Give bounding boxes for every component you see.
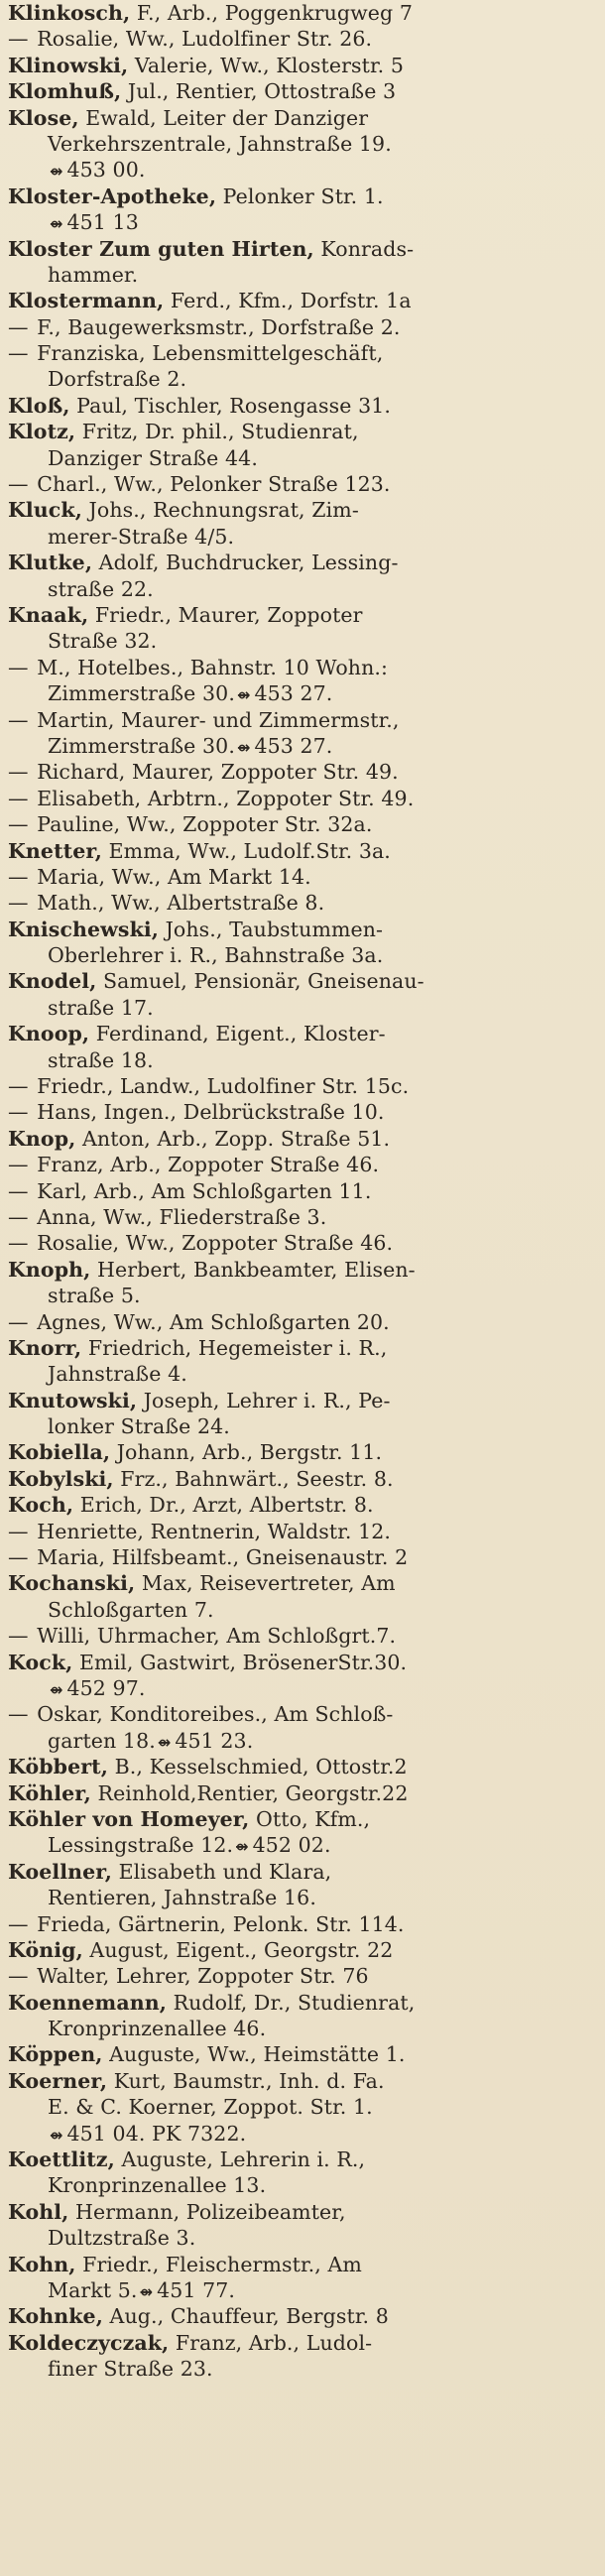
- entry-details: Kurt, Baumstr., Inh. d. Fa.: [107, 2068, 385, 2093]
- entry-details: Dorfstraße 2.: [48, 367, 187, 392]
- dash-marker: —: [8, 1074, 36, 1099]
- entry-sub-line: [8, 1099, 597, 1125]
- entry-sub-line: [8, 1073, 597, 1099]
- entry-details: Friedr., Fleischermstr., Am: [75, 2252, 362, 2276]
- surname: Koennemann,: [8, 1990, 167, 2015]
- surname: Klinkosch,: [8, 1, 131, 25]
- entry-details: Ferd., Kfm., Dorfstr. 1a: [164, 289, 412, 313]
- entry-heading-line: [8, 550, 597, 575]
- dash-marker: —: [8, 707, 36, 732]
- entry-sub-line: [8, 864, 597, 890]
- entry-heading-line: [8, 393, 597, 419]
- entry-details: Rentieren, Jahnstraße 16.: [48, 1886, 316, 1910]
- entry-continuation-line: [8, 2356, 597, 2382]
- entry-heading-line: [8, 1780, 597, 1806]
- entry-heading-line: [8, 53, 597, 78]
- surname: Kloß,: [8, 393, 70, 418]
- entry-continuation-line: [8, 1675, 597, 1701]
- entry-details: straße 22.: [48, 576, 154, 601]
- entry-continuation-line: [8, 2121, 597, 2147]
- entry-details-after: PK 7322.: [145, 2121, 247, 2146]
- entry-details: Lessingstraße 12.: [48, 1833, 234, 1858]
- entry-details: Hermann, Polizeibeamter,: [68, 2199, 346, 2224]
- entry-heading-line: [8, 602, 597, 628]
- dash-marker: —: [8, 472, 36, 497]
- entry-sub-line: [8, 759, 597, 785]
- surname: Knutowski,: [8, 1388, 138, 1412]
- entry-continuation-line: [8, 733, 597, 759]
- dash-marker: —: [8, 1624, 36, 1649]
- entry-continuation-line: [8, 1283, 597, 1308]
- telephone-icon: ⇴: [139, 2281, 154, 2301]
- surname: Kloster-Apotheke,: [8, 184, 217, 208]
- phone-number: 451 23.: [175, 1728, 254, 1753]
- entry-details: Jul., Rentier, Ottostraße 3: [121, 79, 397, 104]
- entry-continuation-line: [8, 1728, 597, 1754]
- entry-continuation-line: [8, 2172, 597, 2198]
- entry-sub-line: [8, 1911, 597, 1937]
- dash-marker: —: [8, 27, 36, 52]
- entry-details: Maria, Hilfsbeamt., Gneisenaustr. 2: [37, 1545, 409, 1570]
- entry-details: Charl., Ww., Pelonker Straße 123.: [37, 472, 391, 497]
- entry-details: straße 17.: [48, 995, 154, 1020]
- entry-details: Franz, Arb., Ludol-: [169, 2330, 373, 2355]
- dash-marker: —: [8, 864, 36, 889]
- entry-continuation-line: [8, 524, 597, 550]
- entry-continuation-line: [8, 1832, 597, 1858]
- phone-number: 452 97.: [66, 1676, 146, 1700]
- telephone-icon: ⇴: [50, 1680, 63, 1699]
- entry-details: Friedr., Landw., Ludolfiner Str. 15c.: [37, 1074, 410, 1099]
- entry-continuation-line: [8, 131, 597, 157]
- entry-heading-line: [8, 968, 597, 994]
- dash-marker: —: [8, 812, 36, 837]
- entry-details: Emma, Ww., Ludolf.Str. 3a.: [102, 838, 391, 863]
- entry-details: Martin, Maurer- und Zimmermstr.,: [37, 707, 400, 732]
- entry-continuation-line: [8, 1413, 597, 1439]
- surname: Koellner,: [8, 1859, 112, 1884]
- entry-sub-line: [8, 1544, 597, 1570]
- dash-marker: —: [8, 1911, 36, 1936]
- entry-details: Fritz, Dr. phil., Studienrat,: [75, 420, 359, 444]
- surname: Klotz,: [8, 420, 76, 444]
- surname: Kohl,: [8, 2199, 69, 2224]
- entry-heading-line: [8, 2199, 597, 2225]
- dash-marker: —: [8, 1964, 36, 1989]
- surname: Köhler von Homeyer,: [8, 1806, 250, 1831]
- surname: Kohnke,: [8, 2304, 103, 2329]
- entry-details: Samuel, Pensionär, Gneisenau-: [96, 969, 424, 994]
- entry-sub-line: [8, 890, 597, 916]
- entry-details: Konrads-: [313, 236, 415, 261]
- entry-details: Elisabeth und Klara,: [111, 1859, 332, 1884]
- entry-details: Valerie, Ww., Klosterstr. 5: [128, 53, 404, 77]
- entry-details: Ewald, Leiter der Danziger: [78, 105, 369, 130]
- surname: Klomhuß,: [8, 79, 122, 104]
- telephone-icon: ⇴: [235, 1837, 249, 1857]
- surname: Koch,: [8, 1493, 74, 1518]
- entry-details: Joseph, Lehrer i. R., Pe-: [137, 1388, 391, 1412]
- entry-heading-line: [8, 0, 597, 26]
- entry-heading-line: [8, 1335, 597, 1361]
- entry-sub-line: [8, 811, 597, 837]
- entry-details: Frieda, Gärtnerin, Pelonk. Str. 114.: [37, 1911, 405, 1936]
- entry-heading-line: [8, 2252, 597, 2277]
- entry-details: Jahnstraße 4.: [48, 1362, 187, 1387]
- entry-continuation-line: [8, 209, 597, 235]
- entry-heading-line: [8, 1021, 597, 1046]
- entry-details: Straße 32.: [48, 629, 158, 654]
- surname: Knodel,: [8, 969, 97, 994]
- directory-entries: [8, 0, 597, 2383]
- entry-heading-line: [8, 1754, 597, 1779]
- entry-heading-line: [8, 105, 597, 131]
- telephone-icon: ⇴: [236, 737, 251, 757]
- phone-number: 453 27.: [254, 733, 333, 758]
- entry-continuation-line: [8, 576, 597, 602]
- surname: Koettlitz,: [8, 2147, 115, 2172]
- dash-marker: —: [8, 1519, 36, 1543]
- entry-heading-line: [8, 1859, 597, 1885]
- dash-marker: —: [8, 1204, 36, 1229]
- entry-details: Johann, Arb., Bergstr. 11.: [110, 1440, 383, 1465]
- entry-details: Verkehrszentrale, Jahnstraße 19.: [48, 131, 392, 156]
- dash-marker: —: [8, 1309, 36, 1334]
- surname: Koldeczyczak,: [8, 2330, 170, 2355]
- entry-details: Kronprinzenallee 46.: [48, 2017, 267, 2041]
- entry-sub-line: [8, 26, 597, 52]
- entry-continuation-line: [8, 680, 597, 706]
- surname: Kock,: [8, 1650, 73, 1674]
- entry-sub-line: [8, 1701, 597, 1727]
- entry-heading-line: [8, 2041, 597, 2067]
- entry-details: Hans, Ingen., Delbrückstraße 10.: [37, 1100, 385, 1125]
- entry-details: Zimmerstraße 30.: [48, 733, 235, 758]
- dash-marker: —: [8, 1231, 36, 1256]
- entry-heading-line: [8, 1466, 597, 1492]
- entry-continuation-line: [8, 628, 597, 654]
- entry-details: Kronprinzenallee 13.: [48, 2173, 267, 2198]
- phone-number: 451 77.: [157, 2277, 236, 2302]
- dash-marker: —: [8, 314, 36, 339]
- entry-details: F., Arb., Poggenkrugweg 7: [130, 1, 414, 25]
- entry-details: Rosalie, Ww., Zoppoter Straße 46.: [37, 1231, 394, 1256]
- entry-details: Anna, Ww., Fliederstraße 3.: [37, 1204, 327, 1229]
- entry-details: Reinhold,Rentier, Georgstr.22: [90, 1780, 409, 1805]
- entry-continuation-line: [8, 1361, 597, 1387]
- entry-details: garten 18.: [48, 1728, 156, 1753]
- entry-sub-line: [8, 655, 597, 680]
- entry-continuation-line: [8, 157, 597, 183]
- surname: Kohn,: [8, 2252, 76, 2276]
- entry-continuation-line: [8, 2225, 597, 2251]
- entry-heading-line: [8, 184, 597, 209]
- entry-sub-line: [8, 1963, 597, 1989]
- entry-continuation-line: [8, 1885, 597, 1910]
- entry-sub-line: [8, 1204, 597, 1230]
- surname: Köbbert,: [8, 1755, 108, 1779]
- entry-details: Rudolf, Dr., Studienrat,: [166, 1990, 416, 2015]
- surname: Köhler,: [8, 1780, 91, 1805]
- entry-heading-line: [8, 1990, 597, 2016]
- telephone-icon: ⇴: [50, 2125, 63, 2145]
- telephone-icon: ⇴: [50, 214, 63, 234]
- entry-sub-line: [8, 707, 597, 733]
- entry-details: Zimmerstraße 30.: [48, 681, 235, 706]
- entry-sub-line: [8, 786, 597, 811]
- entry-details: Herbert, Bankbeamter, Elisen-: [90, 1257, 416, 1282]
- entry-details: Johs., Rechnungsrat, Zim-: [81, 498, 359, 523]
- surname: Kobiella,: [8, 1440, 111, 1465]
- entry-sub-line: [8, 1152, 597, 1177]
- entry-details: Erich, Dr., Arzt, Albertstr. 8.: [73, 1493, 374, 1518]
- entry-details: Rosalie, Ww., Ludolfiner Str. 26.: [37, 27, 373, 52]
- entry-sub-line: [8, 1623, 597, 1649]
- entry-details: Aug., Chauffeur, Bergstr. 8: [102, 2304, 389, 2329]
- entry-details: Schloßgarten 7.: [48, 1597, 214, 1622]
- entry-heading-line: [8, 2330, 597, 2356]
- surname: Klostermann,: [8, 289, 165, 313]
- surname: Knischewski,: [8, 917, 159, 941]
- entry-details: M., Hotelbes., Bahnstr. 10 Wohn.:: [37, 655, 389, 679]
- entry-heading-line: [8, 1492, 597, 1518]
- entry-details: Friedr., Maurer, Zoppoter: [88, 602, 363, 627]
- entry-details: Otto, Kfm.,: [249, 1806, 371, 1831]
- dash-marker: —: [8, 1153, 36, 1177]
- entry-continuation-line: [8, 1597, 597, 1623]
- surname: Klinowski,: [8, 53, 129, 77]
- surname: Knorr,: [8, 1335, 82, 1360]
- dash-marker: —: [8, 1178, 36, 1203]
- entry-details: Henriette, Rentnerin, Waldstr. 12.: [37, 1519, 392, 1543]
- entry-heading-line: [8, 1937, 597, 1963]
- entry-continuation-line: [8, 366, 597, 392]
- phone-number: 451 13: [66, 210, 139, 235]
- entry-details: Willi, Uhrmacher, Am Schloßgrt.7.: [37, 1624, 397, 1649]
- entry-details: F., Baugewerksmstr., Dorfstraße 2.: [37, 314, 401, 339]
- entry-details: Agnes, Ww., Am Schloßgarten 20.: [37, 1309, 390, 1334]
- entry-details: merer-Straße 4/5.: [48, 524, 235, 549]
- surname: Knop,: [8, 1126, 76, 1151]
- entry-details: Walter, Lehrer, Zoppoter Str. 76: [37, 1964, 369, 1989]
- entry-details: hammer.: [48, 262, 139, 287]
- phone-number: 452 02.: [252, 1833, 331, 1858]
- entry-heading-line: [8, 1388, 597, 1413]
- entry-heading-line: [8, 1439, 597, 1465]
- entry-details: lonker Straße 24.: [48, 1414, 230, 1439]
- entry-continuation-line: [8, 445, 597, 471]
- entry-continuation-line: [8, 2016, 597, 2041]
- entry-details: Franziska, Lebensmittelgeschäft,: [37, 341, 384, 366]
- surname: Knoph,: [8, 1257, 91, 1282]
- surname: Klutke,: [8, 551, 93, 575]
- phone-number: 451 04.: [66, 2121, 146, 2146]
- dash-marker: —: [8, 891, 36, 916]
- surname: Köppen,: [8, 2042, 103, 2067]
- entry-heading-line: [8, 497, 597, 523]
- entry-continuation-line: [8, 1047, 597, 1073]
- entry-heading-line: [8, 1257, 597, 1283]
- entry-details: Frz., Bahnwärt., Seestr. 8.: [113, 1466, 394, 1491]
- entry-continuation-line: [8, 2277, 597, 2303]
- surname: Koerner,: [8, 2068, 108, 2093]
- entry-sub-line: [8, 1519, 597, 1544]
- entry-details: Dultzstraße 3.: [48, 2226, 196, 2251]
- entry-details: Ferdinand, Eigent., Kloster-: [89, 1022, 386, 1046]
- entry-details: Adolf, Buchdrucker, Lessing-: [92, 551, 399, 575]
- telephone-icon: ⇴: [50, 162, 63, 182]
- dash-marker: —: [8, 655, 36, 679]
- phone-number: 453 27.: [254, 681, 333, 706]
- entry-sub-line: [8, 471, 597, 497]
- entry-details: Karl, Arb., Am Schloßgarten 11.: [37, 1178, 372, 1203]
- surname: König,: [8, 1937, 83, 1962]
- entry-details: Johs., Taubstummen-: [159, 917, 384, 941]
- entry-details: Paul, Tischler, Rosengasse 31.: [69, 393, 391, 418]
- entry-details: Max, Reisevertreter, Am: [135, 1571, 396, 1596]
- entry-heading-line: [8, 2147, 597, 2172]
- entry-details: Pelonker Str. 1.: [216, 184, 384, 208]
- dash-marker: —: [8, 1100, 36, 1125]
- entry-sub-line: [8, 1309, 597, 1335]
- entry-details: Friedrich, Hegemeister i. R.,: [81, 1335, 388, 1360]
- entry-continuation-line: [8, 995, 597, 1021]
- surname: Knaak,: [8, 602, 89, 627]
- dash-marker: —: [8, 1545, 36, 1570]
- entry-details: straße 18.: [48, 1047, 154, 1072]
- entry-details: B., Kesselschmied, Ottostr.2: [107, 1755, 408, 1779]
- dash-marker: —: [8, 1702, 36, 1727]
- surname: Kobylski,: [8, 1466, 114, 1491]
- entry-details: straße 5.: [48, 1284, 141, 1308]
- entry-details: Pauline, Ww., Zoppoter Str. 32a.: [37, 812, 373, 837]
- dash-marker: —: [8, 786, 36, 810]
- phone-number: 453 00.: [66, 158, 146, 183]
- entry-continuation-line: [8, 942, 597, 968]
- entry-details: Auguste, Lehrerin i. R.,: [114, 2147, 366, 2172]
- entry-details: Elisabeth, Arbtrn., Zoppoter Str. 49.: [37, 786, 415, 810]
- entry-sub-line: [8, 1178, 597, 1204]
- entry-heading-line: [8, 288, 597, 313]
- entry-sub-line: [8, 1230, 597, 1256]
- entry-heading-line: [8, 1570, 597, 1596]
- entry-heading-line: [8, 838, 597, 864]
- entry-heading-line: [8, 1650, 597, 1675]
- entry-heading-line: [8, 1806, 597, 1832]
- entry-details: Maria, Ww., Am Markt 14.: [37, 864, 311, 889]
- telephone-icon: ⇴: [157, 1732, 172, 1752]
- entry-details: Richard, Maurer, Zoppoter Str. 49.: [37, 760, 399, 785]
- entry-details: finer Straße 23.: [48, 2357, 213, 2382]
- entry-sub-line: [8, 340, 597, 366]
- surname: Knetter,: [8, 838, 102, 863]
- entry-details: E. & C. Koerner, Zoppot. Str. 1.: [48, 2095, 373, 2120]
- entry-details: August, Eigent., Georgstr. 22: [82, 1937, 394, 1962]
- entry-details: Math., Ww., Albertstraße 8.: [37, 891, 325, 916]
- dash-marker: —: [8, 760, 36, 785]
- dash-marker: —: [8, 341, 36, 366]
- entry-details: Anton, Arb., Zopp. Straße 51.: [75, 1126, 391, 1151]
- surname: Kochanski,: [8, 1571, 136, 1596]
- entry-heading-line: [8, 78, 597, 104]
- entry-heading-line: [8, 419, 597, 444]
- entry-heading-line: [8, 2303, 597, 2329]
- surname: Knoop,: [8, 1022, 90, 1046]
- entry-details: Emil, Gastwirt, BrösenerStr.30.: [72, 1650, 408, 1674]
- entry-heading-line: [8, 917, 597, 942]
- surname: Kluck,: [8, 498, 82, 523]
- telephone-icon: ⇴: [236, 685, 251, 705]
- entry-continuation-line: [8, 2094, 597, 2120]
- entry-sub-line: [8, 314, 597, 340]
- entry-heading-line: [8, 1126, 597, 1152]
- entry-details: Danziger Straße 44.: [48, 445, 258, 470]
- entry-details: Franz, Arb., Zoppoter Straße 46.: [37, 1153, 380, 1177]
- entry-details: Auguste, Ww., Heimstätte 1.: [102, 2042, 406, 2067]
- surname: Klose,: [8, 105, 79, 130]
- entry-heading-line: [8, 2068, 597, 2094]
- entry-details: Markt 5.: [48, 2277, 138, 2302]
- entry-continuation-line: [8, 262, 597, 288]
- surname: Kloster Zum guten Hirten,: [8, 236, 314, 261]
- entry-details: Oberlehrer i. R., Bahnstraße 3a.: [48, 943, 384, 968]
- entry-heading-line: [8, 236, 597, 262]
- entry-details: Oskar, Konditoreibes., Am Schloß-: [37, 1702, 394, 1727]
